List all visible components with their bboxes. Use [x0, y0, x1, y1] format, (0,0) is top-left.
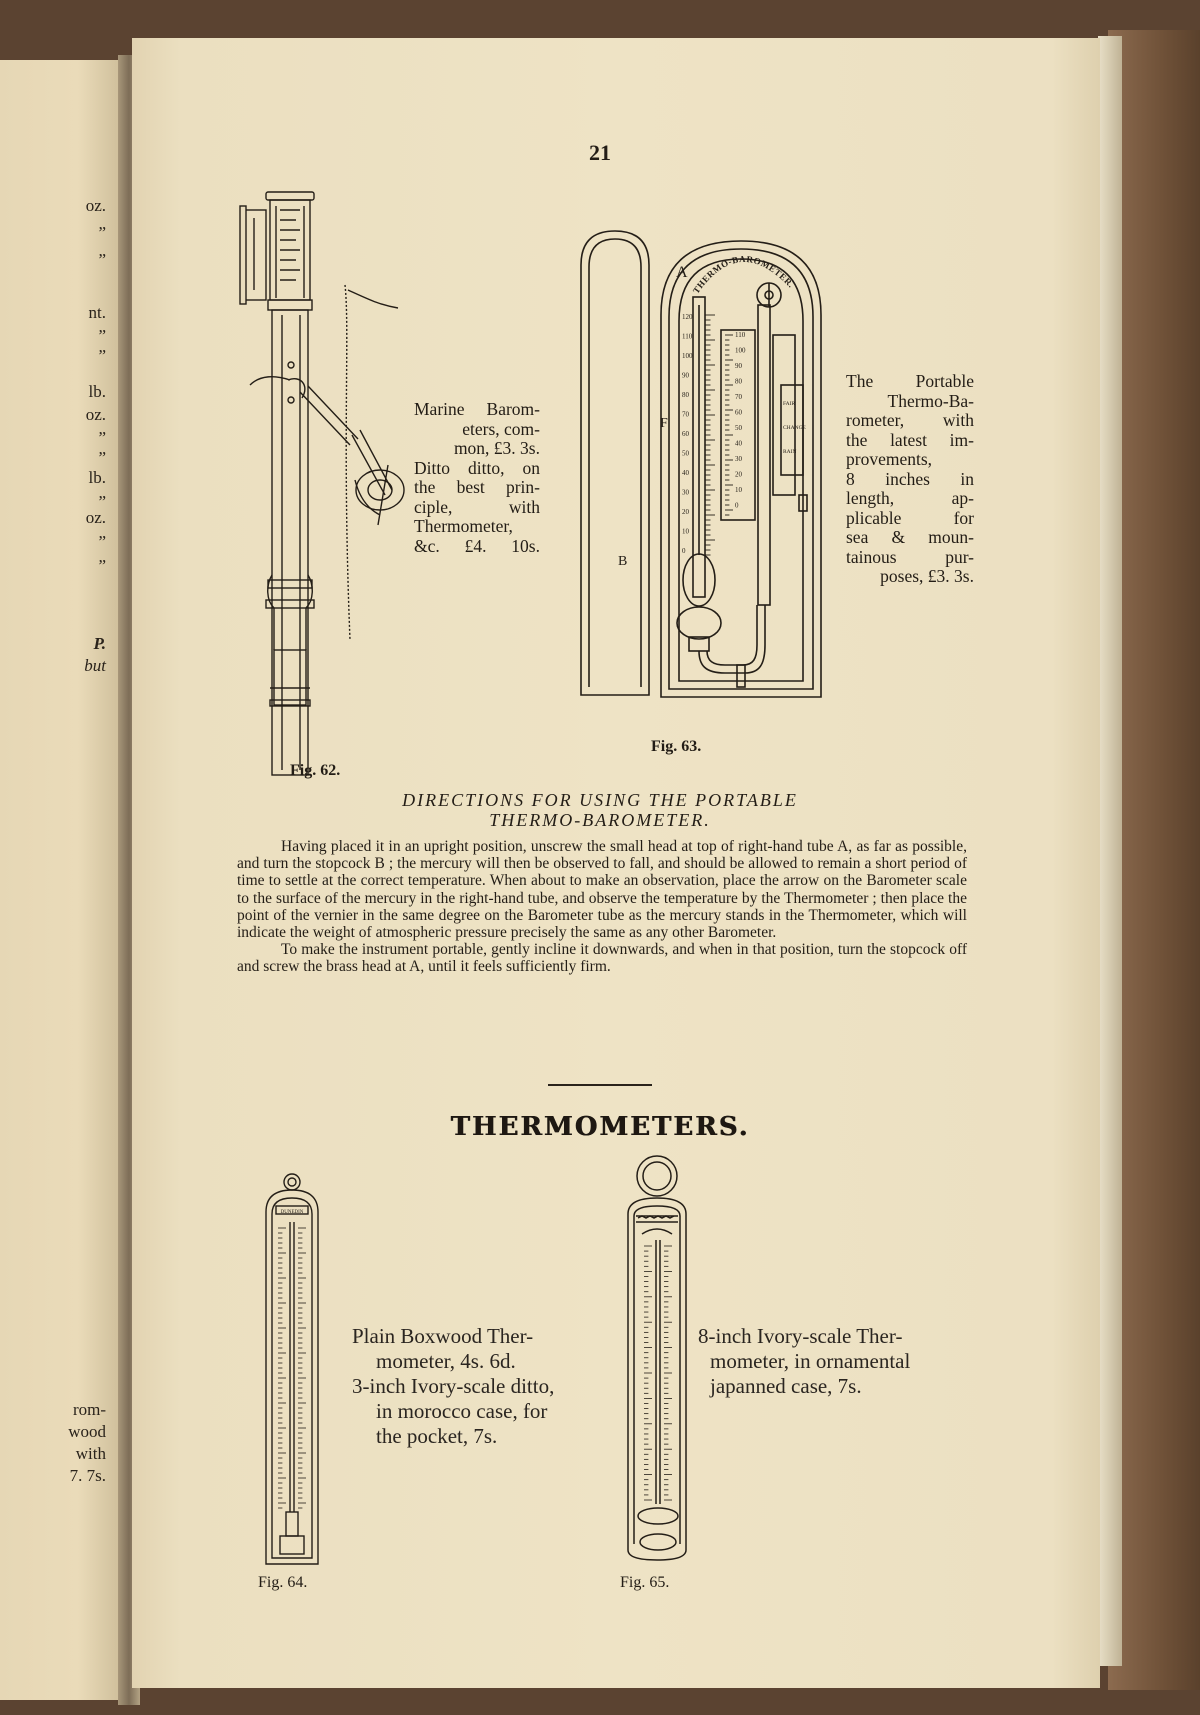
desc-line: 3-inch Ivory-scale ditto,	[352, 1374, 555, 1398]
scale-number: 100	[682, 352, 693, 360]
left-fragment: P.	[93, 634, 106, 653]
scale-number: 60	[682, 430, 689, 438]
fig63-label: Fig. 63.	[651, 738, 702, 755]
fig65-label: Fig. 65.	[620, 1574, 670, 1591]
caption-line: ciple, with	[414, 496, 540, 517]
caption-line: Thermometer,	[414, 516, 513, 536]
left-page	[0, 60, 130, 1700]
left-fragment: ”	[98, 223, 106, 242]
scale-number: 120	[682, 313, 693, 321]
scale-word: FAIR	[783, 401, 796, 407]
left-fragment: but	[84, 656, 106, 675]
directions-title-line2: THERMO-BAROMETER.	[489, 810, 711, 830]
scale-number: 60	[735, 408, 742, 417]
left-fragment: nt.	[88, 303, 106, 322]
left-fragment: rom-	[72, 1400, 106, 1419]
caption-line: eters, com-	[462, 418, 540, 439]
left-fragment: lb.	[88, 468, 106, 487]
caption-line: plicable for	[846, 507, 974, 528]
caption-line: the latest im-	[846, 429, 974, 450]
desc-line: the pocket, 7s.	[376, 1424, 498, 1448]
caption-line: rometer, with	[846, 410, 974, 430]
desc-line: japanned case, 7s.	[710, 1374, 862, 1398]
scale-number: 70	[735, 393, 742, 401]
scale-number: 20	[682, 508, 689, 516]
scale-number: 90	[682, 371, 689, 380]
directions-body	[237, 838, 967, 976]
caption-line: sea & moun-	[846, 527, 974, 547]
desc-line: mometer, 4s. 6d.	[376, 1349, 516, 1373]
caption-line: mon, £3. 3s.	[453, 438, 540, 458]
desc-line: 8-inch Ivory-scale Ther-	[698, 1324, 903, 1348]
caption-line: Marine Barom-	[414, 399, 540, 419]
scale-number: 10	[682, 527, 689, 536]
page-edges	[1098, 36, 1122, 1666]
fig64-description	[352, 1324, 612, 1449]
caption-line: provements,	[846, 449, 933, 469]
caption-line: Thermo-Ba-	[887, 390, 974, 411]
caption-line: poses, £3. 3s.	[880, 566, 974, 586]
scale-number: 0	[682, 547, 686, 555]
left-fragment: ”	[98, 556, 106, 575]
fig62-caption	[414, 400, 540, 556]
caption-line: the best prin-	[414, 477, 540, 497]
directions-paragraph-1: Having placed it in an upright position, unscrew the small head at top of right-hand tube A, as far as possible, and turn the stopcock B ; the mercury will then be observed to fall, and should be allowed to remain a short period of time to settle at the correct temperature. When about to make an observation, place the arrow on the Barometer scale to the surface of the mercury in the right-hand tube, and observe the temperature by the Thermometer ; then place the point of the vernier in the same degree on the Barometer tube as the mercury stands in the Thermometer, which will indicate the weight of atmospheric pressure precisely the same as any other Barometer.	[237, 838, 967, 942]
scale-number: 40	[682, 469, 689, 477]
thermo-barometer-illustration	[575, 225, 825, 725]
directions-paragraph-2: To make the instrument portable, gently incline it downwards, and when in that position, turn the stopcock off and screw the brass head at A, until it feels sufficiently firm.	[237, 941, 967, 976]
scale-number: 50	[682, 449, 689, 458]
caption-line: 8 inches in	[846, 468, 974, 489]
thermometers-heading: THERMOMETERS.	[450, 1112, 750, 1142]
mark-b: B	[618, 554, 628, 569]
caption-line: length, ap-	[846, 488, 974, 508]
desc-line: Plain Boxwood Ther-	[352, 1324, 534, 1348]
desc-line: in morocco case, for	[376, 1399, 548, 1423]
directions-title-line1: DIRECTIONS FOR USING THE PORTABLE	[402, 790, 798, 810]
scale-number: 70	[682, 410, 689, 419]
left-fragment: ”	[98, 448, 106, 467]
scale-number: 80	[682, 391, 689, 399]
section-divider	[548, 1084, 652, 1086]
scale-number: 100	[735, 346, 746, 355]
scale-number: 90	[735, 362, 742, 370]
caption-line: The Portable	[846, 371, 974, 391]
left-fragment: ”	[98, 532, 106, 551]
left-fragment: ”	[98, 428, 106, 447]
fig64-plate-text: DUNEDIN	[280, 1210, 304, 1215]
scale-number: 50	[735, 424, 742, 432]
left-fragment: oz.	[85, 508, 106, 527]
fig62-label: Fig. 62.	[290, 762, 341, 779]
scale-number: 40	[735, 439, 742, 448]
scale-number: 110	[735, 331, 746, 339]
desc-line: mometer, in ornamental	[710, 1349, 911, 1373]
scale-word: RAIN	[783, 449, 797, 455]
left-fragment: ”	[98, 326, 106, 345]
scale-number: 30	[682, 488, 689, 497]
left-fragment: ”	[98, 346, 106, 365]
page-number: 21	[589, 140, 611, 165]
scale-number: 110	[682, 332, 693, 341]
left-fragment: wood	[68, 1422, 106, 1441]
ivory-thermometer-illustration	[622, 1154, 692, 1564]
thermo-barometer-arc-title: THERMO-BAROMETER.	[690, 253, 797, 296]
scale-number: 20	[735, 470, 742, 479]
caption-line: &c. £4. 10s.	[414, 535, 540, 556]
marine-barometer-illustration	[230, 180, 430, 760]
left-fragment: oz.	[85, 405, 106, 424]
left-fragment: ”	[98, 492, 106, 511]
mark-f: F	[660, 416, 668, 431]
caption-line: tainous pur-	[846, 546, 974, 567]
caption-line: Ditto ditto, on	[414, 457, 540, 478]
fig64-label: Fig. 64.	[258, 1574, 308, 1591]
scale-number: 10	[735, 486, 742, 494]
left-fragment: oz.	[85, 196, 106, 215]
fig65-description	[698, 1324, 978, 1399]
boxwood-thermometer-illustration	[262, 1172, 322, 1568]
scale-number: 0	[735, 501, 739, 510]
left-fragment: with	[75, 1444, 106, 1463]
scale-number: 80	[735, 377, 742, 386]
left-fragment: 7. 7s.	[69, 1466, 106, 1485]
fig63-caption	[846, 372, 974, 587]
left-fragment: lb.	[88, 382, 106, 401]
mark-a: A	[676, 264, 688, 281]
scale-word: CHANGE	[783, 425, 806, 431]
left-fragment: ”	[98, 250, 106, 269]
scale-number: 30	[735, 455, 742, 463]
